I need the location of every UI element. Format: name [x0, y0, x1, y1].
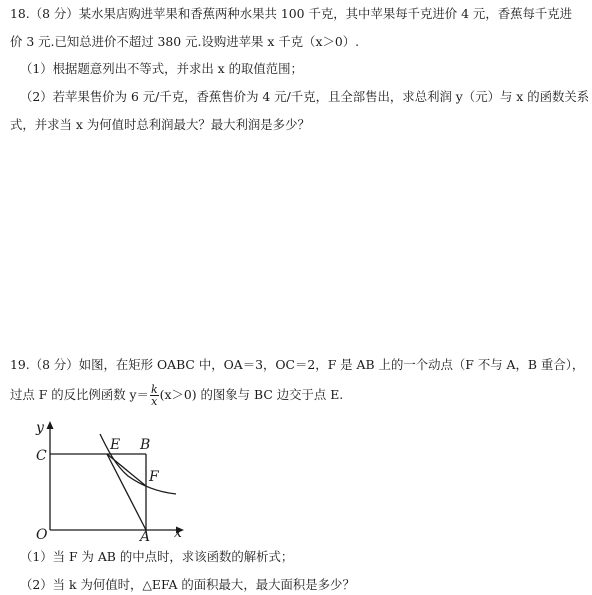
q18-part1: （1）根据题意列出不等式，并求出 x 的取值范围；: [20, 61, 303, 76]
q19-statement-line2: [10, 384, 343, 407]
y-axis-arrow: [47, 421, 54, 429]
rectangle-oabc-figure: [30, 418, 200, 543]
q19-part2: （2）当 k 为何值时，△EFA 的面积最大，最大面积是多少？: [20, 577, 355, 592]
fraction-k-over-x: [150, 384, 159, 407]
label-b: B: [140, 437, 151, 453]
label-x: x: [174, 525, 182, 541]
q18-statement-line2: 价 3 元.已知总进价不超过 380 元.设购进苹果 x 千克（x＞0）.: [10, 34, 360, 49]
fraction-numerator: k: [150, 383, 158, 396]
label-a: A: [140, 529, 151, 543]
q19-line2-suffix: (x＞0) 的图象与 BC 边交于点 E.: [159, 387, 344, 402]
label-c: C: [36, 448, 47, 464]
q19-part1: （1）当 F 为 AB 的中点时，求该函数的解析式；: [20, 549, 294, 564]
fraction-denominator: x: [151, 395, 158, 408]
q18-statement-line1: 18.（8 分）某水果店购进苹果和香蕉两种水果共 100 千克，其中苹果每千克进价 4 元，香蕉每千克进: [10, 6, 573, 21]
label-f: F: [149, 469, 159, 485]
label-e: E: [110, 437, 121, 453]
segment-ef: [107, 454, 146, 486]
q19-line2-prefix: 过点 F 的反比例函数 y＝: [10, 387, 149, 402]
label-y: y: [36, 420, 44, 436]
q18-part2-line1: （2）若苹果售价为 6 元/千克，香蕉售价为 4 元/千克，且全部售出，求总利润 y（元）与 x 的函数关系: [20, 89, 590, 104]
label-o: O: [36, 527, 48, 543]
segment-ea: [107, 454, 146, 530]
q18-part2-line2: 式，并求当 x 为何值时总利润最大？最大利润是多少？: [10, 117, 310, 132]
q19-statement-line1: 19.（8 分）如图，在矩形 OABC 中，OA＝3，OC＝2，F 是 AB 上的一个动点（F 不与 A，B 重合），: [10, 357, 585, 372]
